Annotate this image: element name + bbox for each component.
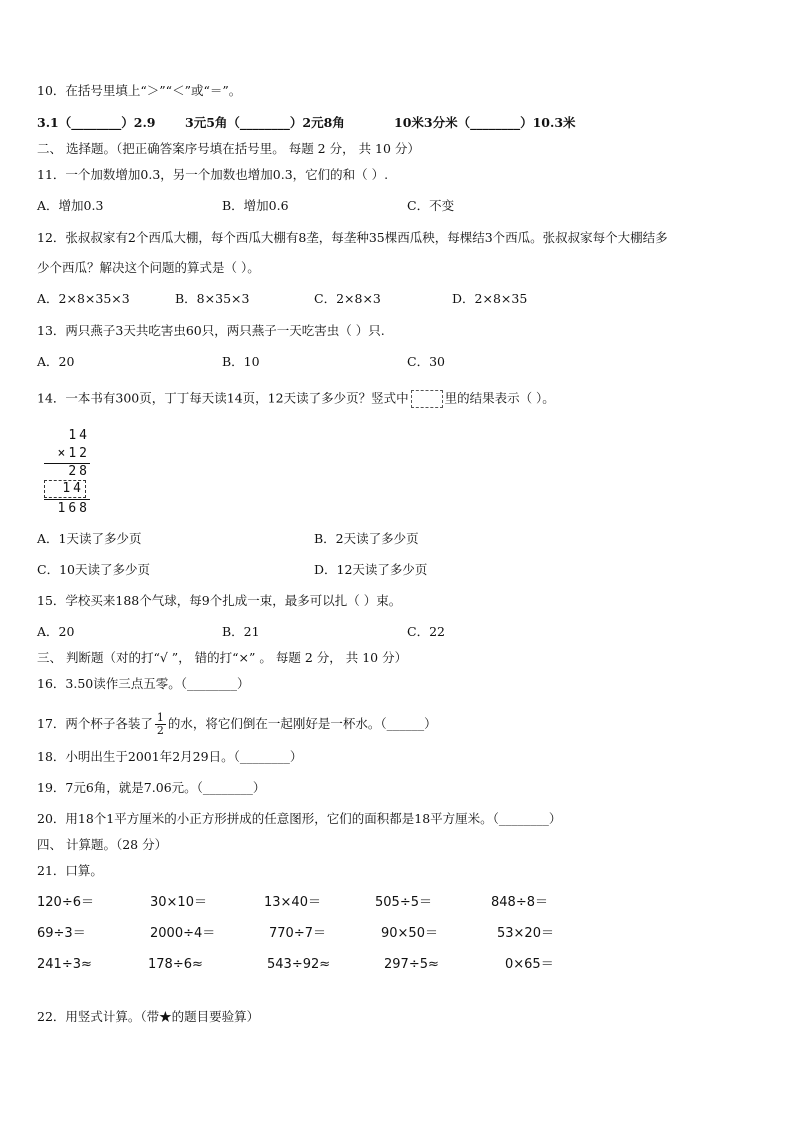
q19-text: 19．7元6角，就是7.06元。（________） xyxy=(37,780,266,795)
q16-text: 16．3.50读作三点五零。（________） xyxy=(37,676,250,691)
q13-option-c: C．30 xyxy=(407,354,445,369)
q14-option-d: D．12天读了多少页 xyxy=(314,562,428,577)
q14-option-c: C．10天读了多少页 xyxy=(37,562,150,577)
vertical-multiplication xyxy=(44,428,96,520)
calc-item: 120÷6＝ xyxy=(37,895,94,910)
q13-option-a: A．20 xyxy=(37,354,75,369)
q15-text: 15．学校买来188个气球，每9个扎成一束，最多可以扎（ ）束。 xyxy=(37,593,402,608)
calc-item: 13×40＝ xyxy=(264,895,321,910)
section-4-heading: 四、 计算题。（28 分） xyxy=(37,837,168,852)
q11-text: 11．一个加数增加0.3，另一个加数也增加0.3，它们的和（ ）. xyxy=(37,167,389,182)
calc-item: 0×65＝ xyxy=(505,957,554,972)
q15-option-c: C．22 xyxy=(407,624,445,639)
fraction-denominator: 2 xyxy=(156,724,164,737)
q17-text xyxy=(37,712,437,737)
calc-item: 241÷3≈ xyxy=(37,957,92,972)
q13-option-b: B．10 xyxy=(222,354,260,369)
q17-text-after: 的水，将它们倒在一起刚好是一杯水。（______） xyxy=(167,716,437,731)
q10-item-2: 3元5角（________）2元8角 xyxy=(185,115,345,130)
q11-option-c: C．不变 xyxy=(407,198,455,213)
q10-item-1: 3.1（________）2.9 xyxy=(37,115,156,130)
calc-item: 2000÷4＝ xyxy=(150,926,216,941)
q15-option-b: B．21 xyxy=(222,624,260,639)
calc-item: 90×50＝ xyxy=(381,926,438,941)
vertical-row-3: 28 xyxy=(68,464,90,479)
q21-title: 21．口算。 xyxy=(37,863,103,878)
q13-text: 13．两只燕子3天共吃害虫60只，两只燕子一天吃害虫（ ）只. xyxy=(37,323,385,338)
q10-title: 10．在括号里填上“＞”“＜”或“＝”。 xyxy=(37,83,242,98)
vertical-row-5: 168 xyxy=(57,501,90,516)
q15-option-a: A．20 xyxy=(37,624,75,639)
section-3-heading: 三、 判断题（对的打“√ ”， 错的打“×” 。 每题 2 分， 共 10 分） xyxy=(37,650,408,665)
q12-line-2: 少个西瓜？解决这个问题的算式是（ ）。 xyxy=(37,260,260,275)
q12-option-b: B．8×35×3 xyxy=(175,291,250,306)
vertical-row-2: ×12 xyxy=(57,446,90,461)
calc-item: 297÷5≈ xyxy=(384,957,439,972)
q10-item-3: 10米3分米（________）10.3米 xyxy=(394,115,576,130)
section-2-heading: 二、 选择题。（把正确答案序号填在括号里。 每题 2 分， 共 10 分） xyxy=(37,141,420,156)
calc-item: 543÷92≈ xyxy=(267,957,331,972)
calc-item: 770÷7＝ xyxy=(269,926,326,941)
vertical-row-1: 14 xyxy=(68,428,90,443)
q12-option-c: C．2×8×3 xyxy=(314,291,381,306)
calc-item: 505÷5＝ xyxy=(375,895,432,910)
calc-item: 848÷8＝ xyxy=(491,895,548,910)
q14-option-a: A．1天读了多少页 xyxy=(37,531,142,546)
q11-option-b: B．增加0.6 xyxy=(222,198,289,213)
calc-item: 69÷3＝ xyxy=(37,926,86,941)
fraction-one-half xyxy=(155,712,166,737)
calc-item: 178÷6≈ xyxy=(148,957,203,972)
q14-text-after: 里的结果表示（ ）。 xyxy=(444,390,555,406)
fraction-numerator: 1 xyxy=(156,711,164,724)
q11-option-a: A．增加0.3 xyxy=(37,198,104,213)
q14-option-b: B．2天读了多少页 xyxy=(314,531,419,546)
vertical-row-4: 14 xyxy=(62,481,84,496)
vertical-rule-2 xyxy=(44,499,90,500)
calc-item: 30×10＝ xyxy=(150,895,207,910)
q18-text: 18．小明出生于2001年2月29日。（________） xyxy=(37,749,303,764)
q12-option-a: A．2×8×35×3 xyxy=(37,291,130,306)
q12-option-d: D．2×8×35 xyxy=(452,291,528,306)
q22-title: 22．用竖式计算。（带★的题目要验算） xyxy=(37,1009,260,1024)
q12-line-1: 12．张叔叔家有2个西瓜大棚，每个西瓜大棚有8垄，每垄种35棵西瓜秧，每棵结3个西瓜。张叔叔家每个大棚结多 xyxy=(37,230,668,245)
q17-text-before: 17．两个杯子各装了 xyxy=(37,716,153,731)
q20-text: 20．用18个1平方厘米的小正方形拼成的任意图形，它们的面积都是18平方厘米。（________） xyxy=(37,811,562,826)
dashed-box-icon xyxy=(411,390,443,408)
calc-item: 53×20＝ xyxy=(497,926,554,941)
q14-text-before: 14．一本书有300页，丁丁每天读14页，12天读了多少页？竖式中 xyxy=(37,390,409,406)
q14-text xyxy=(37,390,555,408)
